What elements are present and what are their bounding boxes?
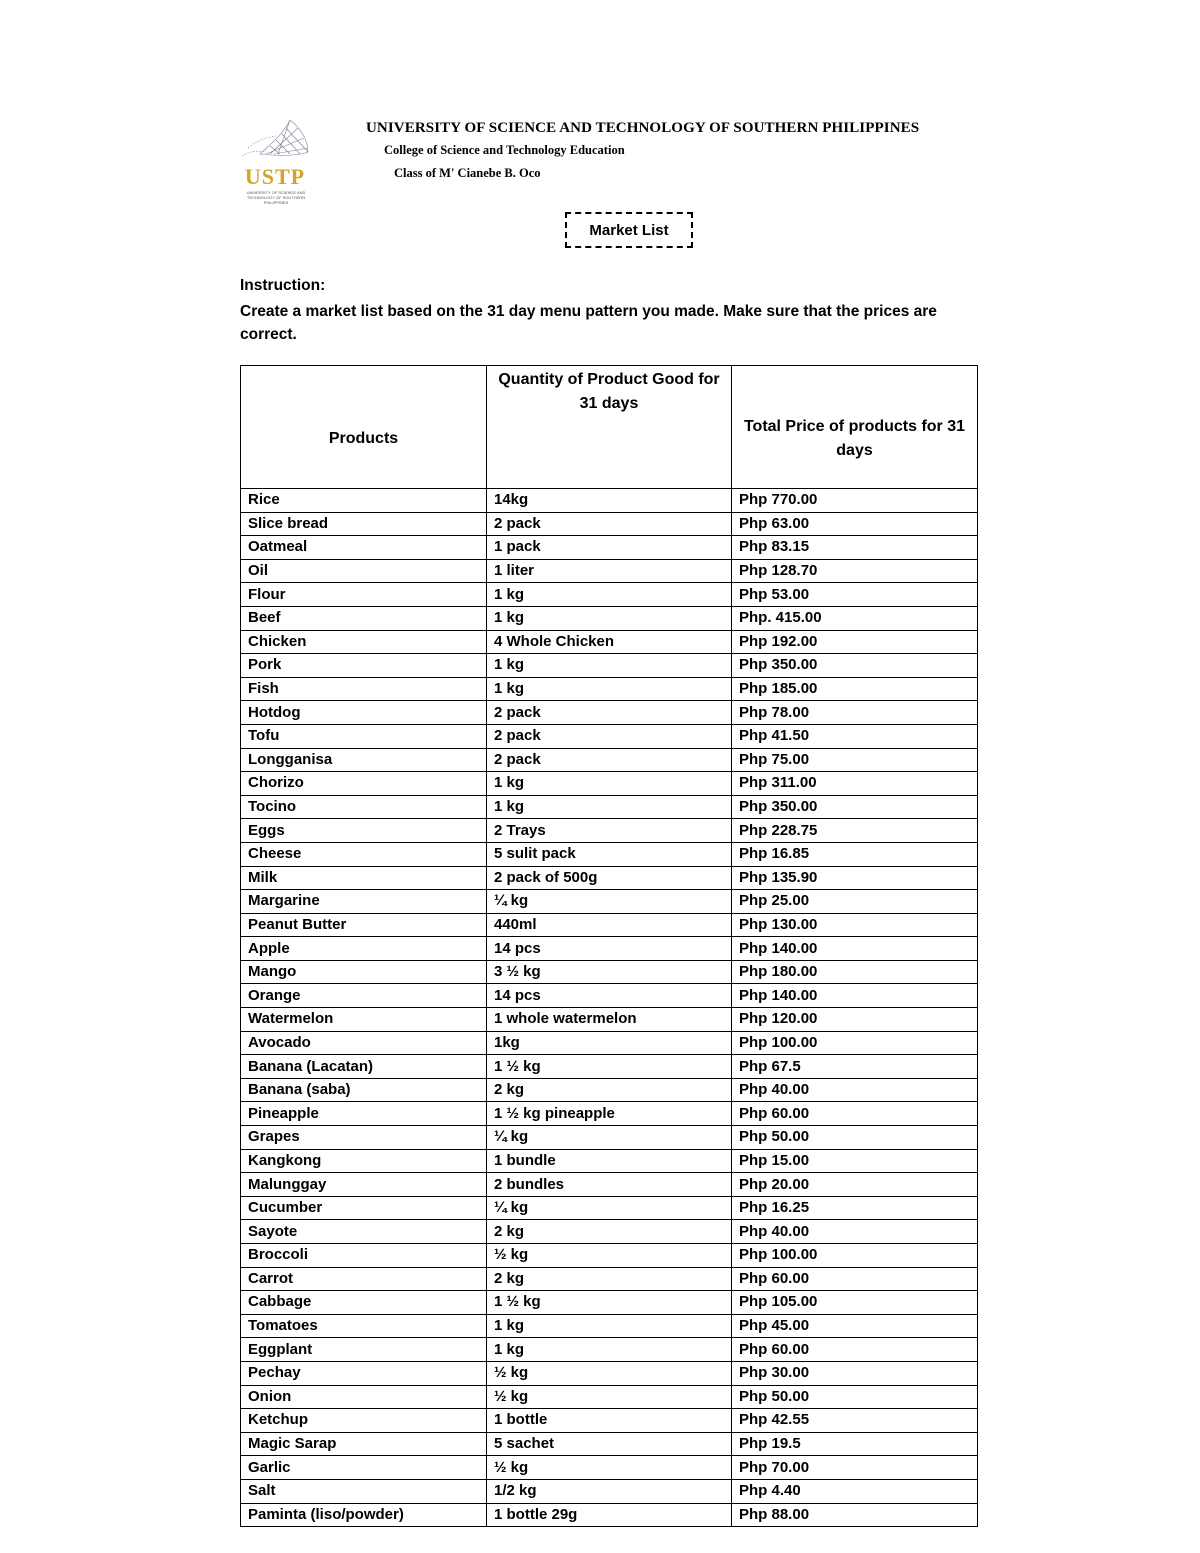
price-cell: Php 350.00 (732, 654, 978, 678)
table-row (241, 1432, 978, 1456)
price-cell: Php 185.00 (732, 677, 978, 701)
product-cell: Banana (saba) (241, 1078, 487, 1102)
college-name: College of Science and Technology Education (384, 143, 625, 157)
quantity-cell: 2 pack (487, 512, 732, 536)
price-cell: Php 78.00 (732, 701, 978, 725)
quantity-cell: ½ kg (487, 1361, 732, 1385)
product-cell: Paminta (liso/powder) (241, 1503, 487, 1527)
table-row (241, 512, 978, 536)
quantity-cell: 2 Trays (487, 819, 732, 843)
table-row (241, 606, 978, 630)
price-cell: Php 100.00 (732, 1244, 978, 1268)
price-cell: Php 60.00 (732, 1338, 978, 1362)
header-quantity: Quantity of Product Good for 31 days (487, 366, 732, 489)
product-cell: Garlic (241, 1456, 487, 1480)
product-cell: Pechay (241, 1361, 487, 1385)
price-cell: Php 228.75 (732, 819, 978, 843)
quantity-cell: 1 liter (487, 559, 732, 583)
table-row (241, 1102, 978, 1126)
table-row (241, 1361, 978, 1385)
quantity-cell: 1/2 kg (487, 1479, 732, 1503)
product-cell: Slice bread (241, 512, 487, 536)
price-cell: Php 67.5 (732, 1055, 978, 1079)
table-row (241, 1503, 978, 1527)
price-cell: Php 70.00 (732, 1456, 978, 1480)
quantity-cell: ½ kg (487, 1456, 732, 1480)
quantity-cell: ½ kg (487, 1244, 732, 1268)
price-cell: Php 100.00 (732, 1031, 978, 1055)
table-row (241, 1173, 978, 1197)
product-cell: Watermelon (241, 1008, 487, 1032)
product-cell: Salt (241, 1479, 487, 1503)
product-cell: Orange (241, 984, 487, 1008)
table-row (241, 1385, 978, 1409)
table-row (241, 1196, 978, 1220)
product-cell: Chicken (241, 630, 487, 654)
quantity-cell: 5 sulit pack (487, 842, 732, 866)
quantity-cell: 1 ½ kg pineapple (487, 1102, 732, 1126)
product-cell: Cucumber (241, 1196, 487, 1220)
quantity-cell: ¼ kg (487, 1196, 732, 1220)
logo-subtext: UNIVERSITY OF SCIENCE AND TECHNOLOGY OF SOUTHERN PHILIPPINES (246, 190, 306, 205)
price-cell: Php 140.00 (732, 937, 978, 961)
quantity-cell: 2 kg (487, 1078, 732, 1102)
product-cell: Banana (Lacatan) (241, 1055, 487, 1079)
product-cell: Peanut Butter (241, 913, 487, 937)
document-title: Market List (565, 212, 693, 248)
price-cell: Php 135.90 (732, 866, 978, 890)
product-cell: Oatmeal (241, 536, 487, 560)
product-cell: Tofu (241, 724, 487, 748)
product-cell: Tocino (241, 795, 487, 819)
table-row (241, 937, 978, 961)
quantity-cell: 2 bundles (487, 1173, 732, 1197)
table-row (241, 1126, 978, 1150)
table-row (241, 1031, 978, 1055)
product-cell: Oil (241, 559, 487, 583)
product-cell: Chorizo (241, 772, 487, 796)
instruction-text: Create a market list based on the 31 day menu pattern you made. Make sure that the prices are correct. (240, 303, 937, 343)
quantity-cell: 2 kg (487, 1267, 732, 1291)
price-cell: Php 350.00 (732, 795, 978, 819)
product-cell: Eggplant (241, 1338, 487, 1362)
product-cell: Pork (241, 654, 487, 678)
quantity-cell: 1 whole watermelon (487, 1008, 732, 1032)
price-cell: Php 140.00 (732, 984, 978, 1008)
table-row (241, 1149, 978, 1173)
quantity-cell: 2 pack (487, 748, 732, 772)
price-cell: Php 50.00 (732, 1126, 978, 1150)
table-row (241, 1244, 978, 1268)
price-cell: Php 25.00 (732, 890, 978, 914)
table-row (241, 677, 978, 701)
quantity-cell: 1kg (487, 1031, 732, 1055)
quantity-cell: ¼ kg (487, 890, 732, 914)
price-cell: Php 20.00 (732, 1173, 978, 1197)
product-cell: Kangkong (241, 1149, 487, 1173)
table-row (241, 842, 978, 866)
table-row (241, 630, 978, 654)
product-cell: Fish (241, 677, 487, 701)
price-cell: Php 16.85 (732, 842, 978, 866)
class-of: Class of M' Cianebe B. Oco (394, 166, 541, 180)
price-cell: Php 41.50 (732, 724, 978, 748)
table-header-row (241, 366, 978, 489)
product-cell: Cabbage (241, 1291, 487, 1315)
quantity-cell: 5 sachet (487, 1432, 732, 1456)
quantity-cell: ¼ kg (487, 1126, 732, 1150)
header-products: Products (241, 366, 487, 489)
table-row (241, 913, 978, 937)
price-cell: Php 63.00 (732, 512, 978, 536)
quantity-cell: 1 kg (487, 583, 732, 607)
price-cell: Php 60.00 (732, 1102, 978, 1126)
table-row (241, 1008, 978, 1032)
quantity-cell: 2 kg (487, 1220, 732, 1244)
quantity-cell: 1 pack (487, 536, 732, 560)
header-total-price: Total Price of products for 31 days (732, 366, 978, 489)
price-cell: Php 16.25 (732, 1196, 978, 1220)
product-cell: Beef (241, 606, 487, 630)
table-row (241, 1456, 978, 1480)
quantity-cell: ½ kg (487, 1385, 732, 1409)
product-cell: Apple (241, 937, 487, 961)
table-row (241, 772, 978, 796)
quantity-cell: 1 kg (487, 795, 732, 819)
price-cell: Php 40.00 (732, 1078, 978, 1102)
quantity-cell: 1 bottle (487, 1409, 732, 1433)
table-row (241, 960, 978, 984)
table-row (241, 1338, 978, 1362)
table-row (241, 654, 978, 678)
price-cell: Php 42.55 (732, 1409, 978, 1433)
price-cell: Php 45.00 (732, 1314, 978, 1338)
price-cell: Php 30.00 (732, 1361, 978, 1385)
price-cell: Php 40.00 (732, 1220, 978, 1244)
product-cell: Cheese (241, 842, 487, 866)
table-row (241, 1409, 978, 1433)
table-row (241, 984, 978, 1008)
quantity-cell: 2 pack (487, 724, 732, 748)
price-cell: Php 128.70 (732, 559, 978, 583)
price-cell: Php 770.00 (732, 489, 978, 513)
quantity-cell: 1 kg (487, 1338, 732, 1362)
price-cell: Php 83.15 (732, 536, 978, 560)
price-cell: Php 180.00 (732, 960, 978, 984)
table-row (241, 536, 978, 560)
quantity-cell: 2 pack (487, 701, 732, 725)
quantity-cell: 1 kg (487, 677, 732, 701)
product-cell: Carrot (241, 1267, 487, 1291)
table-row (241, 1078, 978, 1102)
quantity-cell: 1 kg (487, 606, 732, 630)
table-row (241, 583, 978, 607)
table-body (241, 489, 978, 1527)
quantity-cell: 2 pack of 500g (487, 866, 732, 890)
table-row (241, 1291, 978, 1315)
product-cell: Malunggay (241, 1173, 487, 1197)
table-row (241, 1055, 978, 1079)
table-row (241, 701, 978, 725)
price-cell: Php 311.00 (732, 772, 978, 796)
price-cell: Php 60.00 (732, 1267, 978, 1291)
table-row (241, 795, 978, 819)
quantity-cell: 440ml (487, 913, 732, 937)
table-row (241, 559, 978, 583)
table-row (241, 819, 978, 843)
table-row (241, 890, 978, 914)
quantity-cell: 4 Whole Chicken (487, 630, 732, 654)
quantity-cell: 1 kg (487, 772, 732, 796)
quantity-cell: 1 bottle 29g (487, 1503, 732, 1527)
product-cell: Margarine (241, 890, 487, 914)
table-row (241, 748, 978, 772)
price-cell: Php 15.00 (732, 1149, 978, 1173)
price-cell: Php 88.00 (732, 1503, 978, 1527)
quantity-cell: 14kg (487, 489, 732, 513)
product-cell: Mango (241, 960, 487, 984)
product-cell: Eggs (241, 819, 487, 843)
product-cell: Milk (241, 866, 487, 890)
product-cell: Tomatoes (241, 1314, 487, 1338)
table-row (241, 724, 978, 748)
price-cell: Php 75.00 (732, 748, 978, 772)
table-row (241, 1220, 978, 1244)
table-row (241, 1479, 978, 1503)
instruction-label: Instruction: (240, 277, 326, 294)
quantity-cell: 3 ½ kg (487, 960, 732, 984)
product-cell: Longganisa (241, 748, 487, 772)
quantity-cell: 1 kg (487, 1314, 732, 1338)
quantity-cell: 1 ½ kg (487, 1291, 732, 1315)
quantity-cell: 14 pcs (487, 984, 732, 1008)
university-name: UNIVERSITY OF SCIENCE AND TECHNOLOGY OF SOUTHERN PHILIPPINES (366, 120, 920, 136)
quantity-cell: 14 pcs (487, 937, 732, 961)
product-cell: Hotdog (241, 701, 487, 725)
price-cell: Php 19.5 (732, 1432, 978, 1456)
product-cell: Broccoli (241, 1244, 487, 1268)
product-cell: Magic Sarap (241, 1432, 487, 1456)
price-cell: Php 120.00 (732, 1008, 978, 1032)
price-cell: Php 53.00 (732, 583, 978, 607)
price-cell: Php 130.00 (732, 913, 978, 937)
table-row (241, 1314, 978, 1338)
product-cell: Onion (241, 1385, 487, 1409)
price-cell: Php. 415.00 (732, 606, 978, 630)
product-cell: Flour (241, 583, 487, 607)
product-cell: Pineapple (241, 1102, 487, 1126)
market-list-table (240, 365, 978, 1527)
quantity-cell: 1 bundle (487, 1149, 732, 1173)
product-cell: Sayote (241, 1220, 487, 1244)
product-cell: Rice (241, 489, 487, 513)
price-cell: Php 50.00 (732, 1385, 978, 1409)
table-row (241, 866, 978, 890)
table-row (241, 489, 978, 513)
quantity-cell: 1 ½ kg (487, 1055, 732, 1079)
price-cell: Php 192.00 (732, 630, 978, 654)
quantity-cell: 1 kg (487, 654, 732, 678)
product-cell: Grapes (241, 1126, 487, 1150)
logo-text: USTP (244, 164, 306, 189)
table-row (241, 1267, 978, 1291)
price-cell: Php 105.00 (732, 1291, 978, 1315)
product-cell: Ketchup (241, 1409, 487, 1433)
product-cell: Avocado (241, 1031, 487, 1055)
price-cell: Php 4.40 (732, 1479, 978, 1503)
